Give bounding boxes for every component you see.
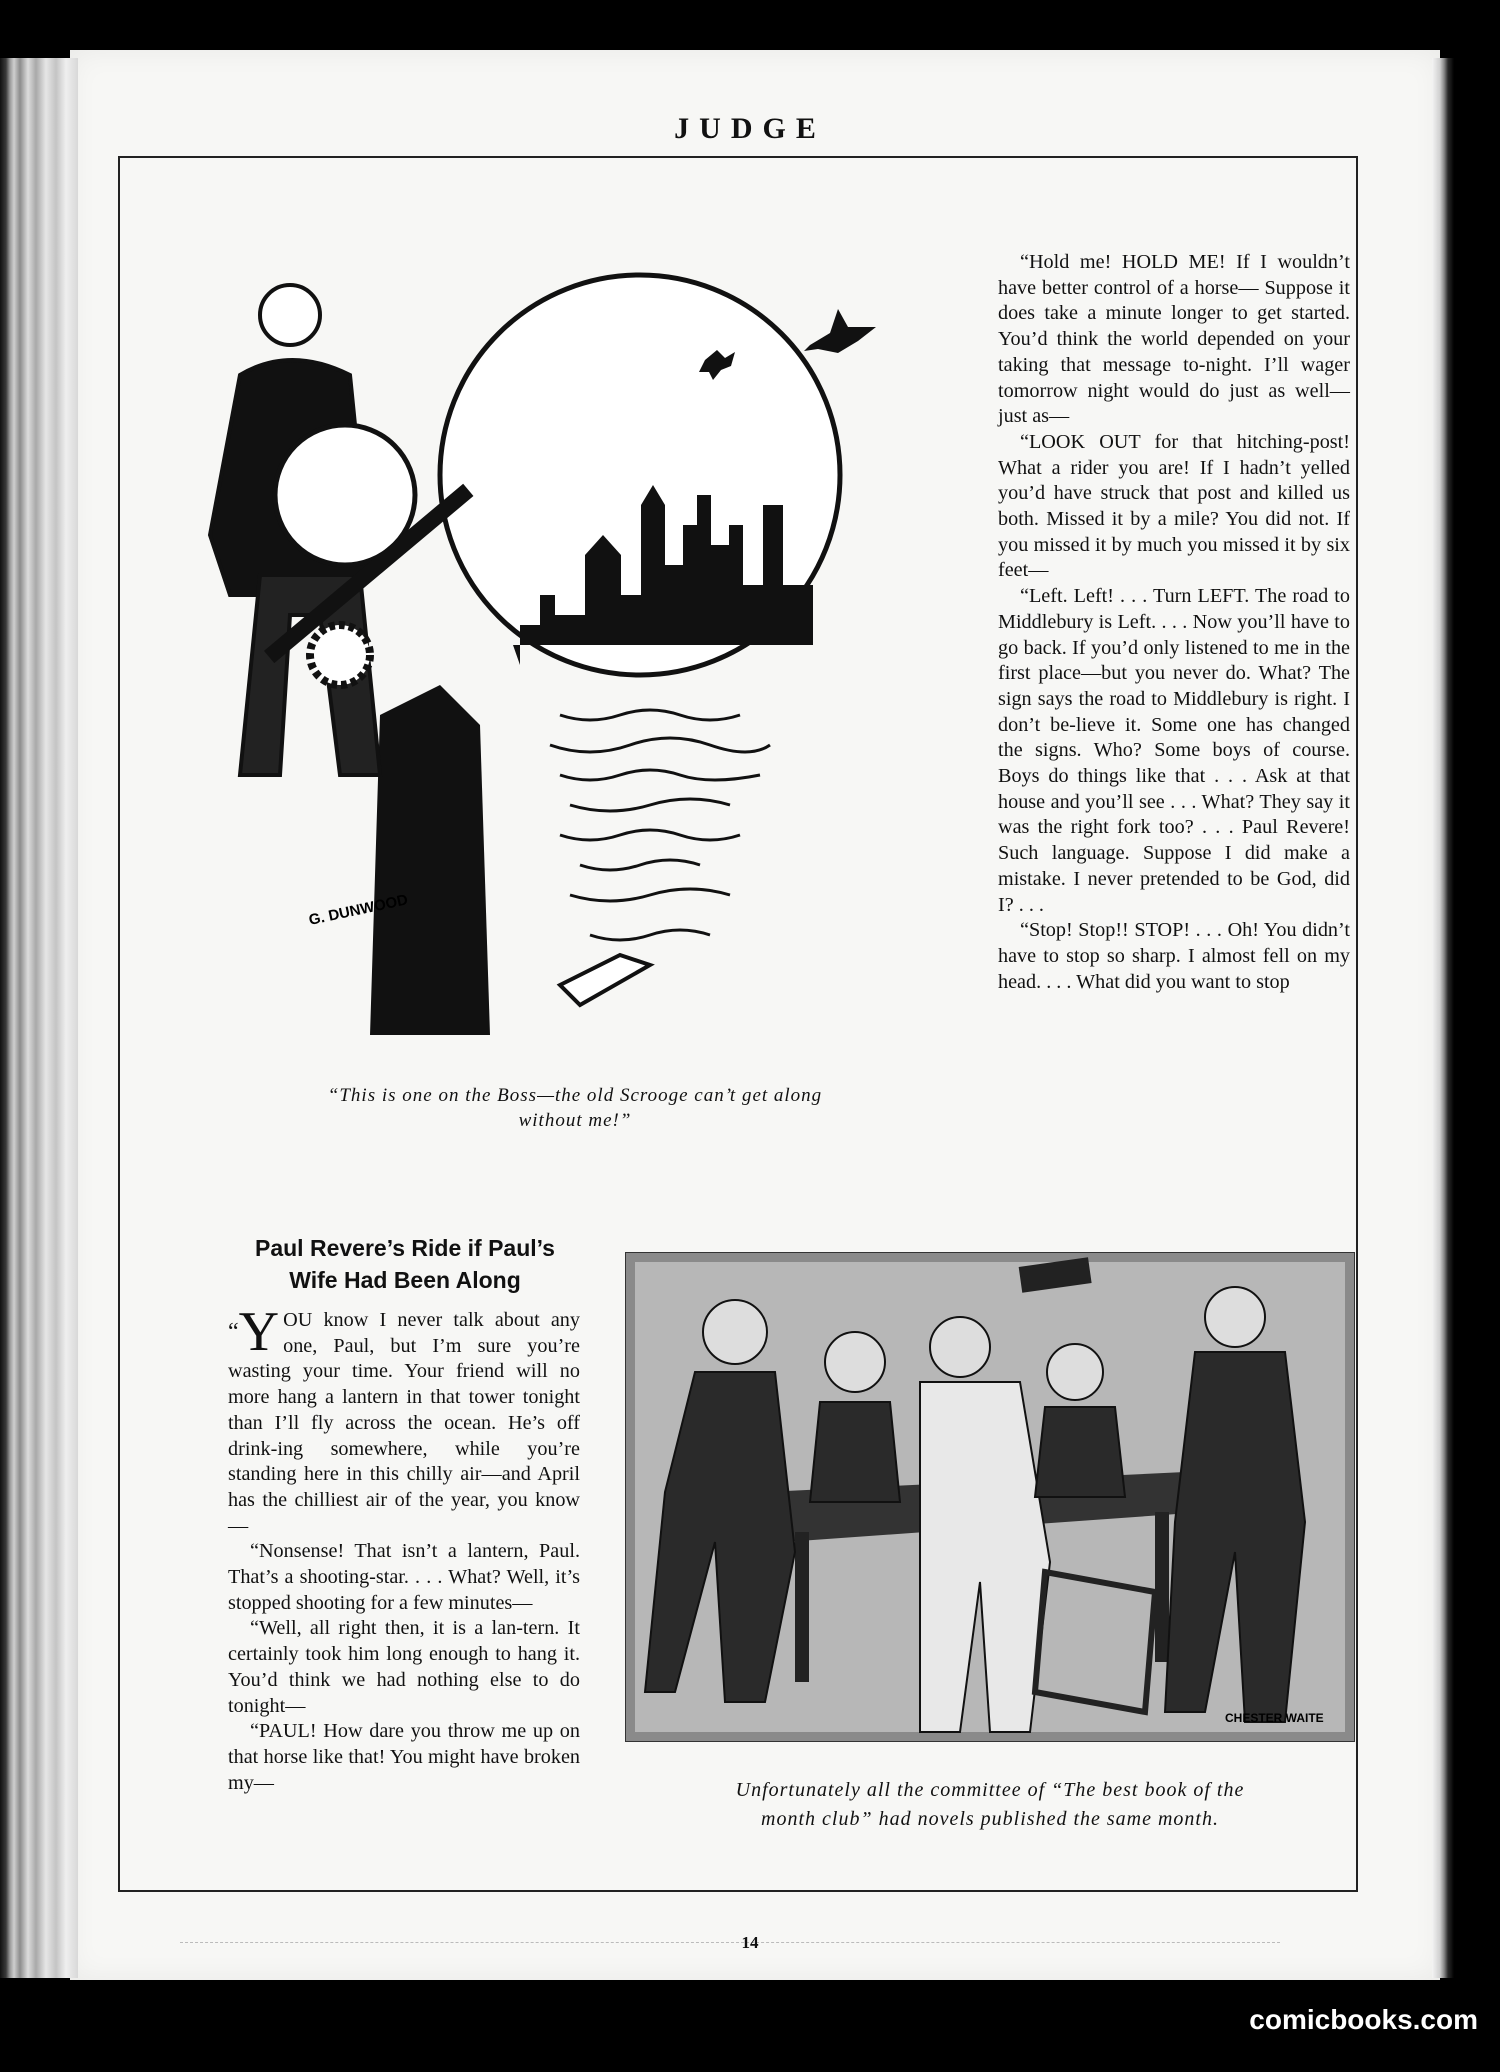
drop-cap [228, 1301, 280, 1363]
paragraph: “Left. Left! . . . Turn LEFT. The road to Middlebury is Left. . . . Now you’ll have to go back. If you’d only listened to me in the first place—but you never do. What? The sign says the road to Middlebury is right. I don’t be-lieve it. Some one has changed the signs. Who? Some boys of course. Boys do things like that . . . Ask at that house and you’ll see . . . What? They say it was the right fork too? . . . Paul Revere! Such language. Suppose I did make a mistake. I never pretended to be God, did I? . . . [998, 585, 1350, 916]
paragraph: “PAUL! How dare you throw me up on that horse like that! You might have broken my— [228, 1720, 580, 1794]
page-number: 14 [741, 1933, 759, 1952]
story-text [228, 1301, 580, 1796]
table-leg [1155, 1512, 1169, 1662]
right-column-text [998, 250, 1350, 995]
headline-line: Paul Revere’s Ride if Paul’s [255, 1235, 555, 1261]
paragraph: “Hold me! HOLD ME! If I wouldn’t have better control of a horse— Suppose it does take a minute longer to get started. You’d think the world depended on your taking that message to-night. I’ll wager tomorrow night would do just as well—just as— [998, 251, 1350, 428]
pier [370, 685, 490, 1035]
top-cartoon-caption [215, 1083, 935, 1133]
artist-signature: CHESTER WAITE [1225, 1711, 1324, 1725]
water-reflections [550, 710, 770, 940]
book-spine-edge [0, 58, 78, 1978]
bottom-cartoon [625, 1252, 1355, 1742]
page-right-edge [1432, 58, 1500, 1978]
caption-line: Unfortunately all the committee of “The best book of the [735, 1779, 1245, 1801]
paragraph: “Stop! Stop!! STOP! . . . Oh! You didn’t have to stop so sharp. I almost fell on my head. . . . What did you want to stop [998, 919, 1350, 993]
bottom-cartoon-caption [630, 1776, 1350, 1834]
table-leg [795, 1532, 809, 1682]
masthead: JUDGE [674, 112, 826, 145]
caption-line: without me!” [518, 1110, 632, 1131]
gear-icon [310, 625, 370, 685]
drop-cap-letter: Y [238, 1301, 280, 1363]
caption-line: month club” had novels published the same month. [761, 1808, 1219, 1830]
paragraph: “Well, all right then, it is a lan-tern. It certainly took him long enough to hang it. You’d think we had nothing else to do tonight— [228, 1617, 580, 1717]
caption-line: “This is one on the Boss—the old Scrooge can’t get along [327, 1085, 823, 1106]
paragraph: “LOOK OUT for that hitching-post! What a rider you are! If I hadn’t yelled you’d have struck that post and killed us both. Missed it by a mile? You did not. If you missed it by much you missed it by six feet— [998, 430, 1350, 582]
story-headline [215, 1232, 595, 1296]
first-paragraph [228, 1301, 580, 1539]
bat-icon [804, 309, 876, 353]
paragraph-text: OU know I never talk about any one, Paul, but I’m sure you’re wasting your time. Your friend will no more hang a lantern in that tower tonight than I’ll fly across the ocean. He’s off drink-ing somewhere, while you’re standing here in this chilly air—and April has the chilliest air of the year, you know— [228, 1309, 580, 1537]
top-cartoon [200, 245, 930, 1035]
headline-line: Wife Had Been Along [289, 1267, 521, 1293]
drop-cap-quote: “ [228, 1319, 239, 1345]
watermark: comicbooks.com [1249, 2004, 1478, 2035]
paragraph: “Nonsense! That isn’t a lantern, Paul. That’s a shooting-star. . . . What? Well, it’s stopped shooting for a few minutes— [228, 1540, 580, 1614]
rowboat [560, 955, 650, 1005]
artist-signature: G. DUNWOOD [307, 891, 410, 929]
